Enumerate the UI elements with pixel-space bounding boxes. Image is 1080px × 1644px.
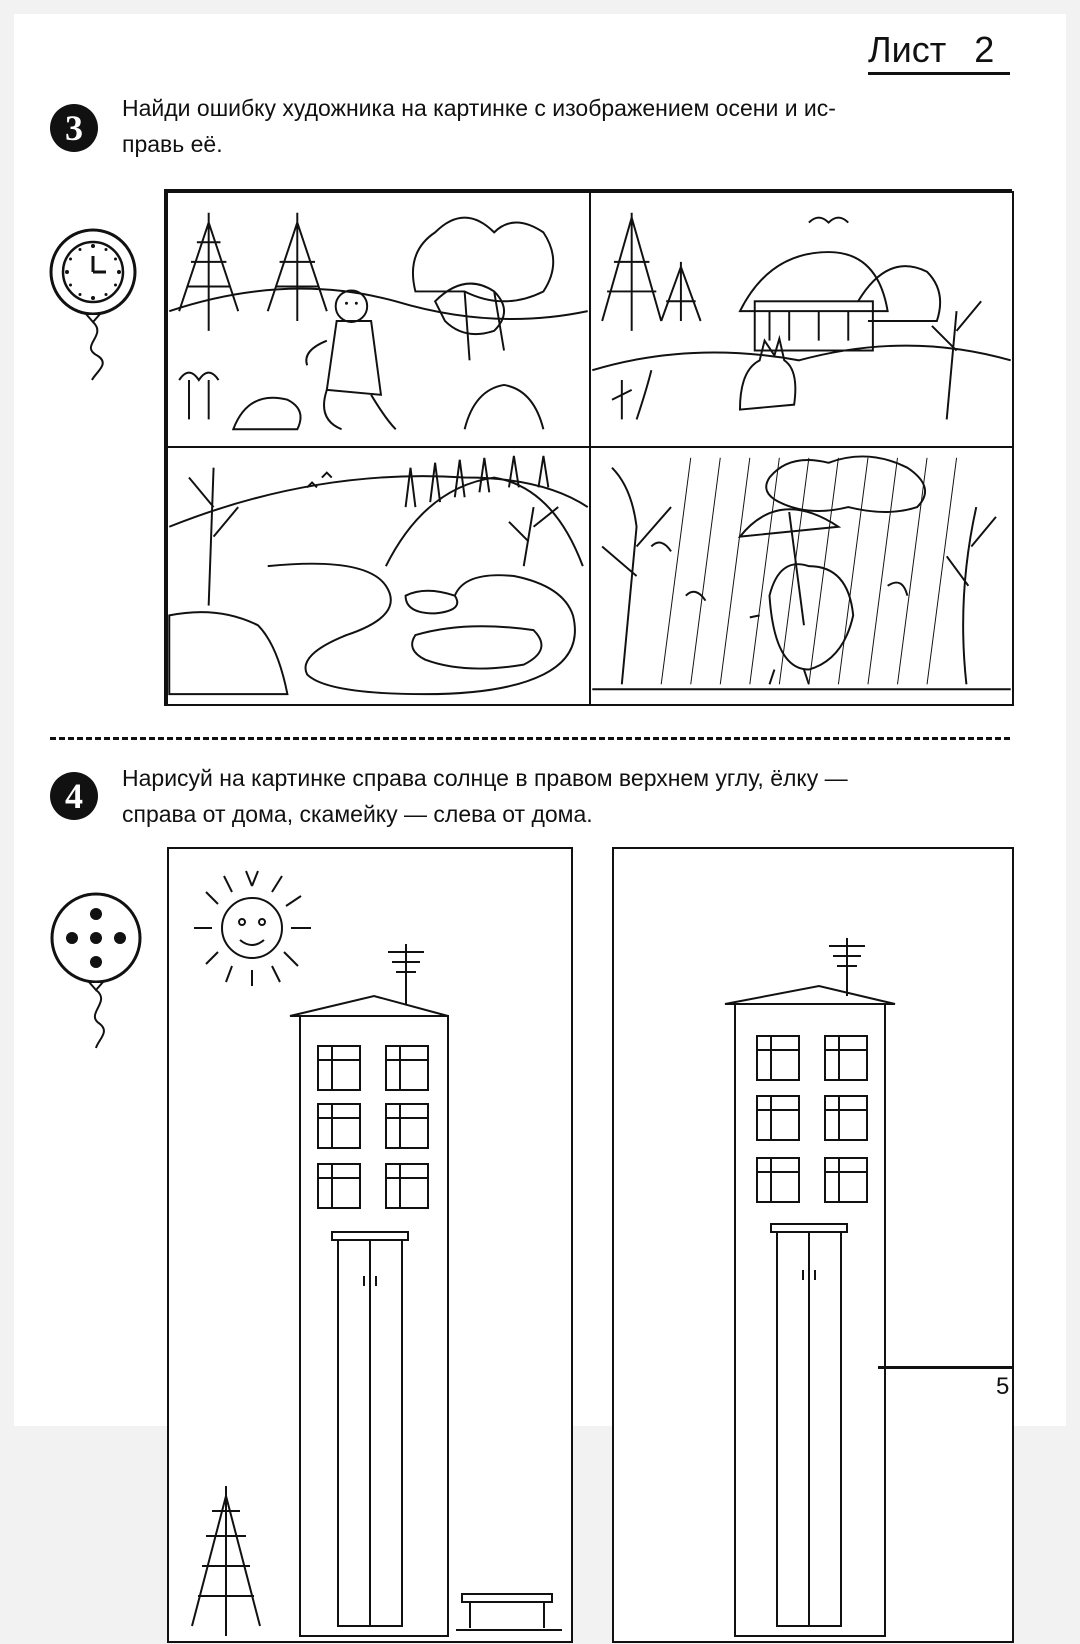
page-number: 5 [996, 1373, 1010, 1400]
task-4-line-1: Нарисуй на картинке справа солнце в правом верхнем углу, ёлку — [122, 765, 848, 791]
house-empty[interactable] [611, 846, 1015, 1644]
autumn-forest-illustration [168, 193, 589, 446]
task-4-number: 4 [50, 772, 98, 820]
section-divider [50, 737, 1010, 740]
autumn-picture-grid [164, 189, 1012, 706]
sheet-underline [868, 72, 1010, 75]
task-3-line-1: Найди ошибку художника на картинке с изображением осени и ис- [122, 95, 836, 121]
winter-village-illustration [591, 193, 1012, 446]
task-3-number: 3 [50, 104, 98, 152]
picture-autumn-forest[interactable] [166, 191, 591, 448]
task-3-text [122, 90, 1012, 162]
task-4-text [122, 760, 1012, 832]
task-3-line-2: правь её. [122, 131, 223, 157]
picture-spring-river[interactable] [166, 446, 591, 706]
picture-rain-hedgehog[interactable] [589, 446, 1014, 706]
rain-hedgehog-illustration [591, 448, 1012, 704]
dice-five-balloon-icon [48, 892, 148, 1052]
clock-balloon-icon [48, 226, 138, 386]
task-4-line-2: справа от дома, скамейку — слева от дома. [122, 801, 593, 827]
sheet-header [868, 30, 994, 70]
picture-winter-village[interactable] [589, 191, 1014, 448]
sheet-label: Лист [868, 29, 947, 70]
page-number-underline [878, 1366, 1012, 1369]
house-with-sun-tree-bench[interactable] [166, 846, 574, 1644]
spring-river-illustration [168, 448, 589, 704]
sheet-number: 2 [974, 29, 995, 70]
